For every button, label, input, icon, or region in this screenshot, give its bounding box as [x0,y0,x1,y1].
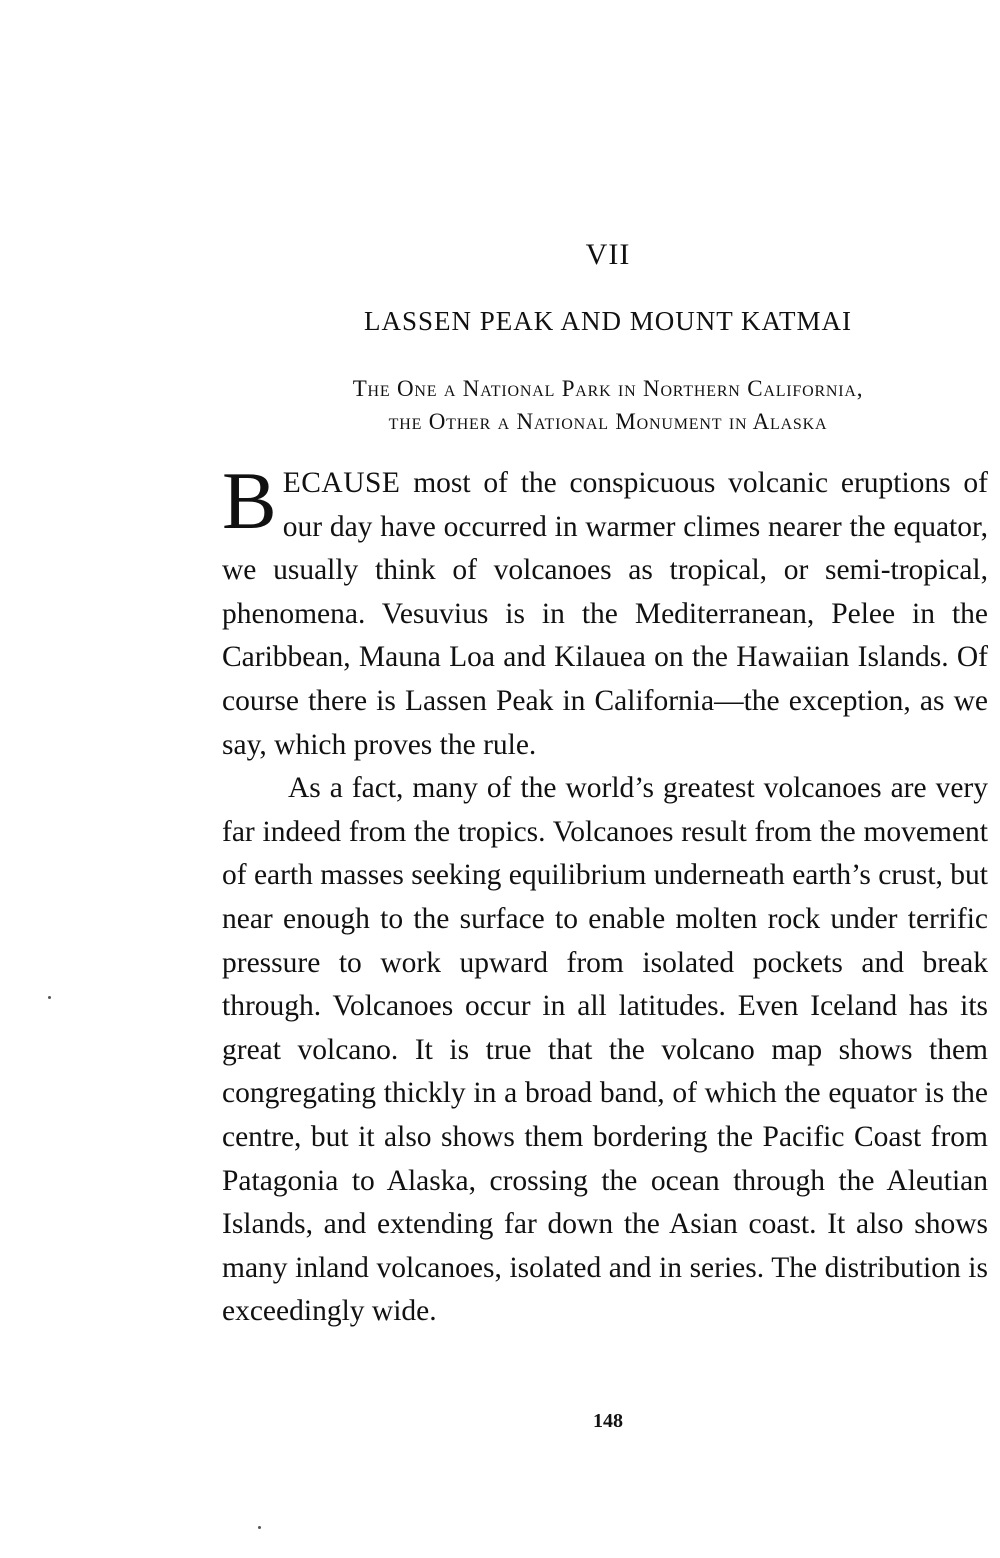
scan-speck [48,996,51,999]
paragraph-1-text: most of the conspicuous volcanic eruptions of our day have occurred in warmer climes nearer the equator, we usually think of volcanoes as tropical, or semi-tropical, phenomena. Vesuvius is in the Mediterranean, Pelee in the Caribbean, Mauna Loa and Kilauea on the Hawaiian Islands. Of course there is Lassen Peak in California—the exception, as we say, which proves the rule. [222,467,988,761]
paragraph-1 [222,455,988,767]
drop-cap-letter: B [222,455,277,546]
subtitle-line-2: the Other a National Monument in Alaska [388,409,828,434]
page-number: 148 [593,1410,623,1432]
opening-caps: ECAUSE [282,467,401,499]
subtitle-line-1: The One a National Park in Northern California, [352,376,864,401]
scan-speck [258,1526,261,1529]
body-text [222,455,988,1334]
chapter-number: VII [585,238,631,271]
paragraph-2: As a fact, many of the world’s greatest volcanoes are very far indeed from the tropics. Volcanoes result from the movement of earth masses seeking equilibrium underneath earth’s crust, but near enough to the surface to enable molten rock under terrific pressure to work upward from isolated pockets and break through. Volcanoes occur in all latitudes. Even Iceland has its great volcano. It is true that the volcano map shows them congregating thickly in a broad band, of which the equator is the centre, but it also shows them bordering the Pacific Coast from Patagonia to Alaska, crossing the ocean through the Aleutian Islands, and extending far down the Asian coast. It also shows many inland volcanoes, isolated and in series. The distribution is exceedingly wide. [222,772,988,1328]
chapter-title: LASSEN PEAK AND MOUNT KATMAI [363,306,853,336]
chapter-subtitle [0,372,1000,438]
